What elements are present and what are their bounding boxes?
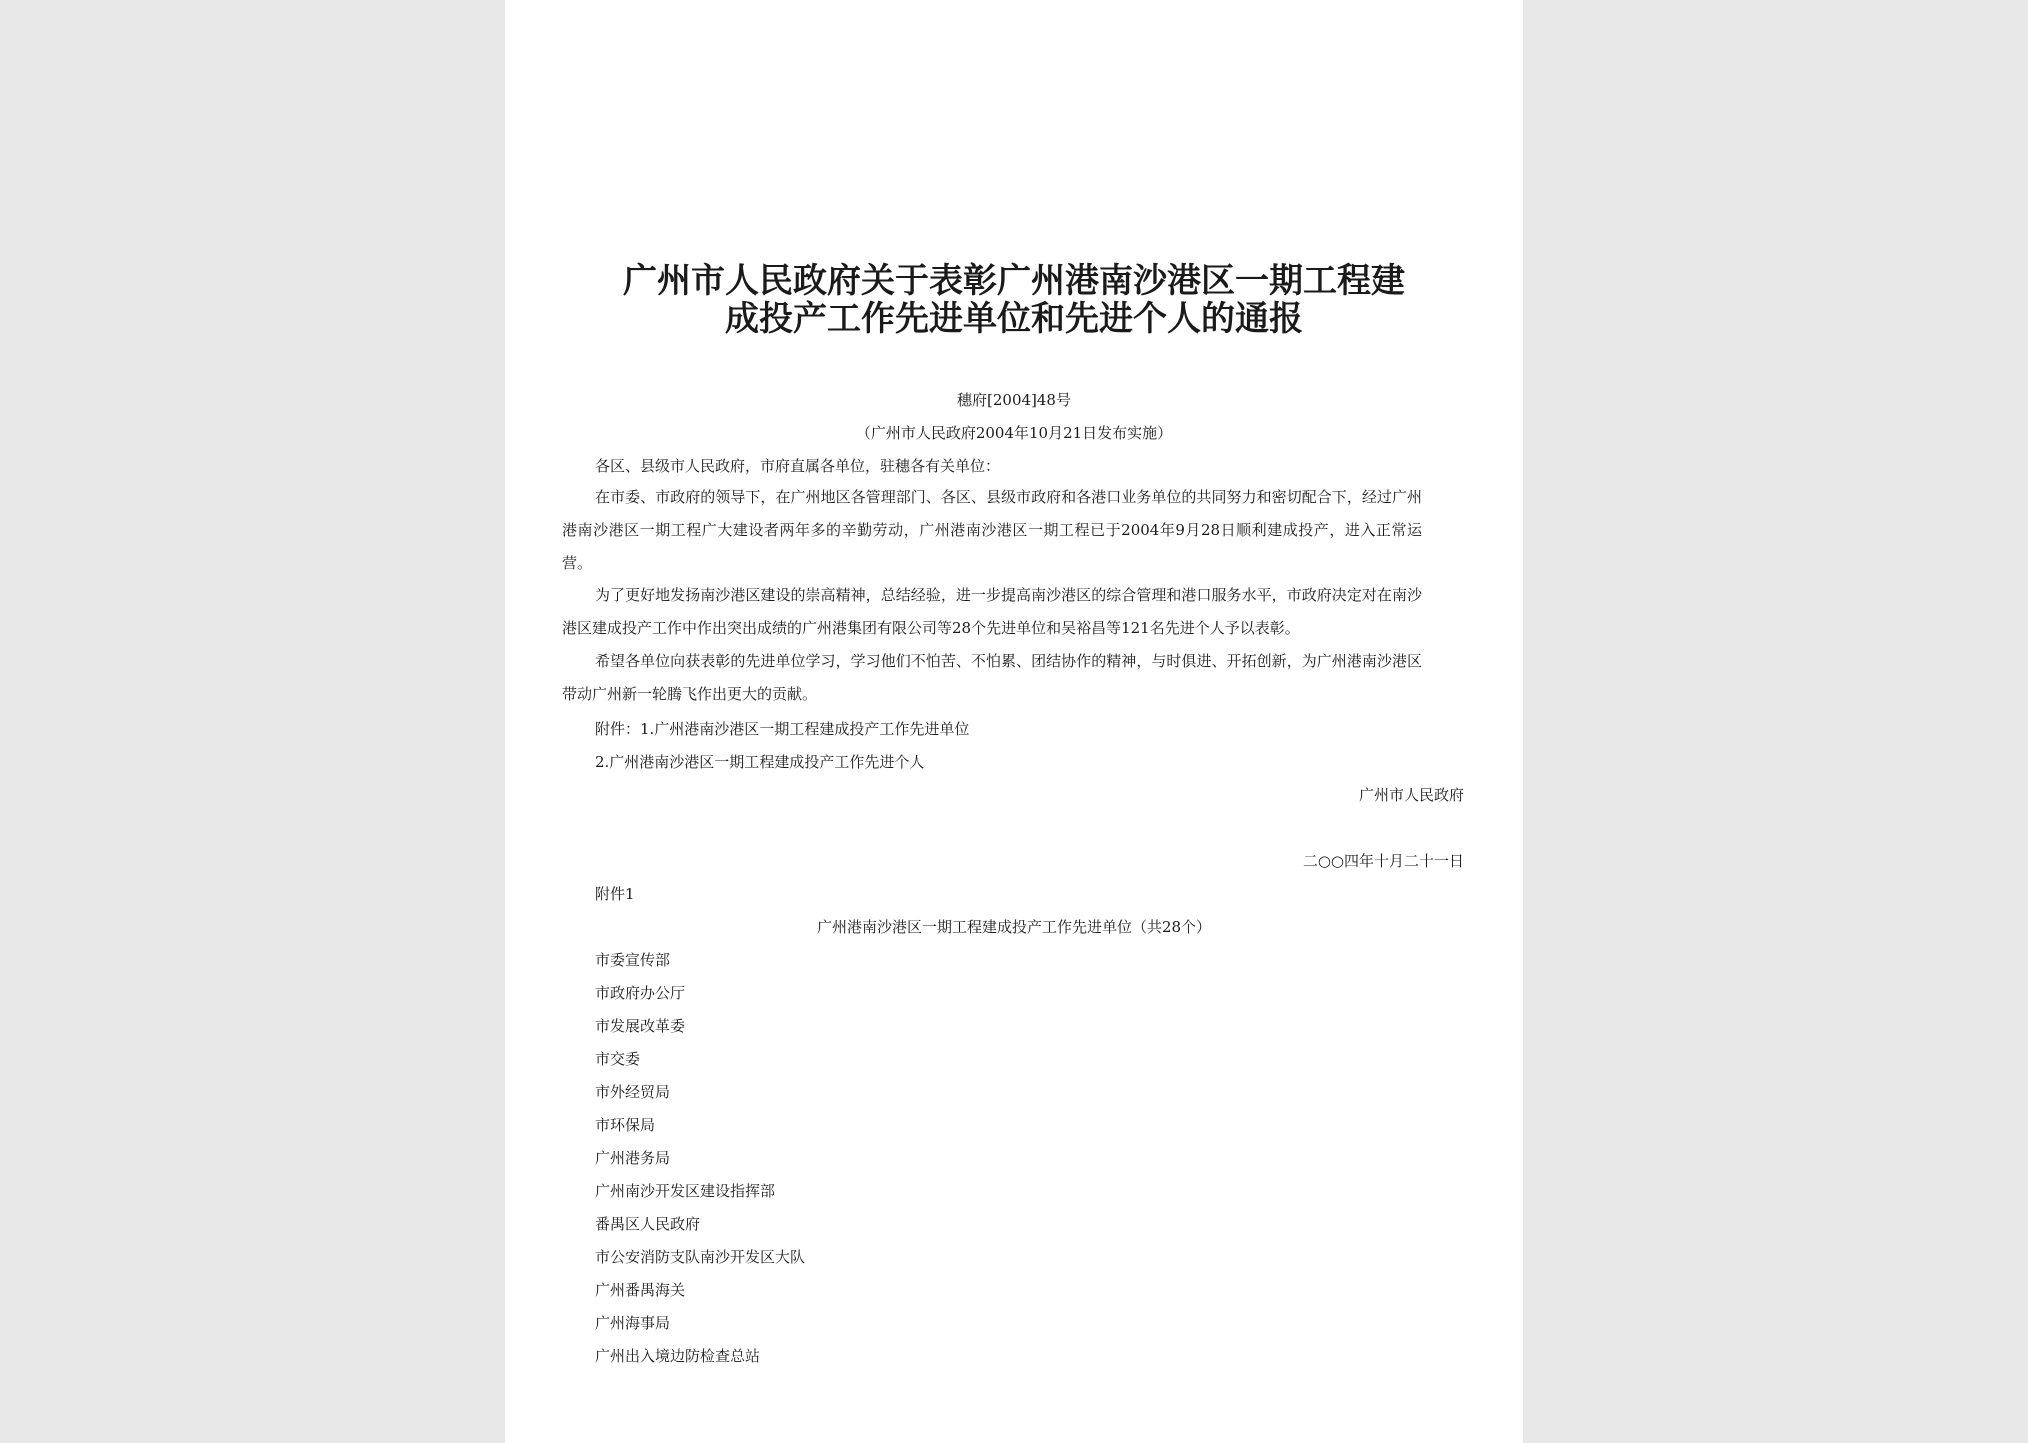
appendix-label: 附件1 xyxy=(595,885,635,903)
paragraph-2: 为了更好地发扬南沙港区建设的崇高精神，总结经验，进一步提高南沙港区的综合管理和港口服务水平，市政府决定对在南沙港区建成投产工作中作出突出成绩的广州港集团有限公司等28个先进单位和吴裕昌等121名先进个人予以表彰。 xyxy=(562,586,1422,637)
paragraph-1: 在市委、市政府的领导下，在广州地区各管理部门、各区、县级市政府和各港口业务单位的共同努力和密切配合下，经过广州港南沙港区一期工程广大建设者两年多的辛勤劳动，广州港南沙港区一期工程已于2004年9月28日顺利建成投产，进入正常运营。 xyxy=(562,488,1422,572)
list-item: 广州南沙开发区建设指挥部 xyxy=(595,1182,776,1200)
list-item: 市公安消防支队南沙开发区大队 xyxy=(595,1248,806,1266)
appendix-title: 广州港南沙港区一期工程建成投产工作先进单位（共28个） xyxy=(816,918,1212,936)
document-page xyxy=(505,0,1523,1443)
list-item: 市环保局 xyxy=(595,1116,656,1134)
attachment-2: 2.广州港南沙港区一期工程建成投产工作先进个人 xyxy=(595,753,925,771)
paragraph-3: 希望各单位向获表彰的先进单位学习，学习他们不怕苦、不怕累、团结协作的精神，与时俱进、开拓创新，为广州港南沙港区带动广州新一轮腾飞作出更大的贡献。 xyxy=(562,652,1422,703)
title-line-1: 广州市人民政府关于表彰广州港南沙港区一期工程建 xyxy=(623,261,1405,301)
document-number: 穗府[2004]48号 xyxy=(957,391,1071,409)
list-item: 市委宣传部 xyxy=(595,951,671,969)
list-item: 番禺区人民政府 xyxy=(595,1215,701,1233)
list-item: 广州海事局 xyxy=(595,1314,671,1332)
document-date: 二○○四年十月二十一日 xyxy=(1302,852,1464,870)
title-line-2: 成投产工作先进单位和先进个人的通报 xyxy=(725,299,1303,339)
list-item: 广州番禺海关 xyxy=(595,1281,686,1299)
signer: 广州市人民政府 xyxy=(1358,786,1464,804)
salutation: 各区、县级市人民政府，市府直属各单位，驻穗各有关单位： xyxy=(595,457,1001,475)
list-item: 市发展改革委 xyxy=(595,1017,686,1035)
list-item: 广州出入境边防检查总站 xyxy=(595,1347,761,1365)
list-item: 市交委 xyxy=(595,1050,641,1068)
issue-note: （广州市人民政府2004年10月21日发布实施） xyxy=(855,424,1173,442)
attachment-1: 附件：1.广州港南沙港区一期工程建成投产工作先进单位 xyxy=(595,720,970,738)
list-item: 市政府办公厅 xyxy=(595,984,686,1002)
list-item: 市外经贸局 xyxy=(595,1083,671,1101)
list-item: 广州港务局 xyxy=(595,1149,671,1167)
document-title xyxy=(591,262,1437,338)
